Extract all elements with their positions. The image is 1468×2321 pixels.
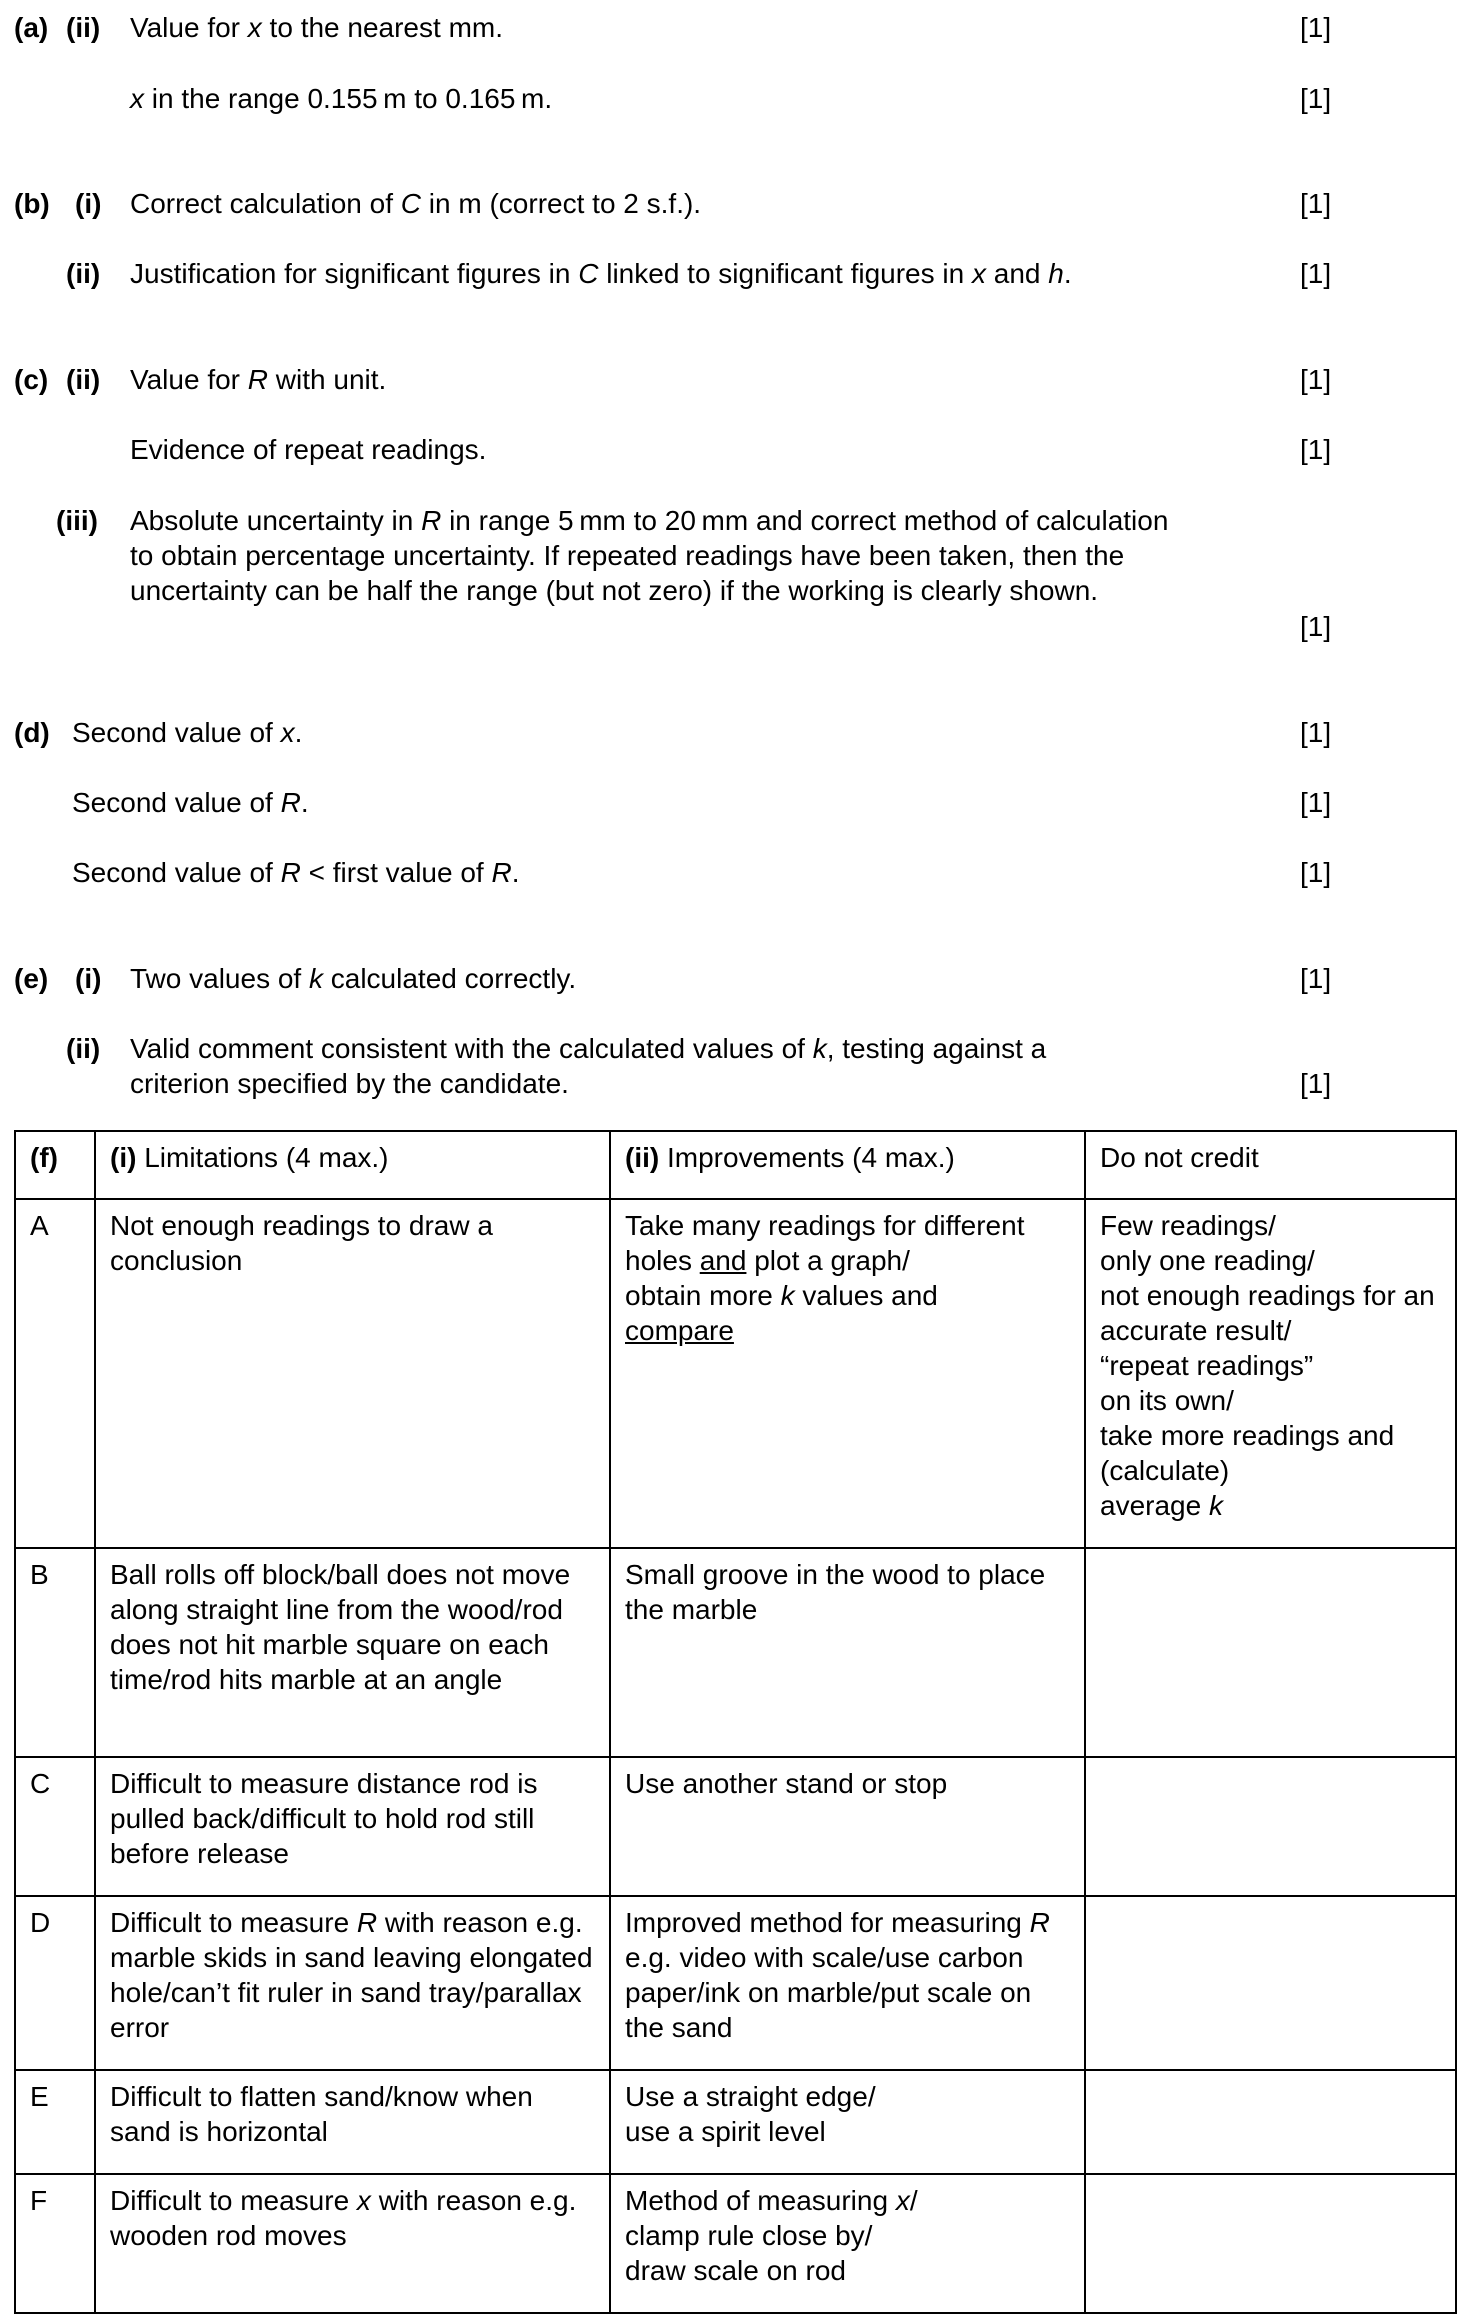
improvement-cell: Improved method for measuring R e.g. video with scale/use carbon paper/ink on marble/put scale on the sand: [610, 1896, 1085, 2070]
label-c-iii: (iii): [56, 505, 98, 536]
row-id: E: [15, 2070, 95, 2174]
d-point-1: Second value of x.: [72, 717, 303, 748]
d-point-2: Second value of R.: [72, 787, 309, 818]
limitation-cell: Not enough readings to draw a conclusion: [95, 1199, 610, 1548]
header-improvements: (ii) Improvements (4 max.): [610, 1131, 1085, 1199]
improvement-cell: Method of measuring x/ clamp rule close by/ draw scale on rod: [610, 2174, 1085, 2313]
header-do-not-credit: Do not credit: [1085, 1131, 1456, 1199]
improvement-cell: Use another stand or stop: [610, 1757, 1085, 1896]
b-i-point: Correct calculation of C in m (correct to 2 s.f.).: [130, 188, 702, 219]
a-ii-point-1: Value for x to the nearest mm.: [130, 12, 503, 43]
do-not-credit-cell: [1085, 1896, 1456, 2070]
row-id: B: [15, 1548, 95, 1757]
header-f: (f): [15, 1131, 95, 1199]
label-a-ii: (ii): [66, 12, 101, 43]
table-row: [15, 2174, 1456, 2313]
row-id: A: [15, 1199, 95, 1548]
row-id: F: [15, 2174, 95, 2313]
limitation-cell: Difficult to measure R with reason e.g. marble skids in sand leaving elongated hole/can’t fit ruler in sand tray/parallax error: [95, 1896, 610, 2070]
label-e-ii: (ii): [66, 1033, 101, 1064]
label-b-i: (i): [75, 188, 102, 219]
do-not-credit-cell: Few readings/ only one reading/ not enough readings for an accurate result/ “repeat readings” on its own/ take more readings and (calculate) average k: [1085, 1199, 1456, 1548]
label-e-i: (i): [75, 963, 102, 994]
improvement-cell: Use a straight edge/ use a spirit level: [610, 2070, 1085, 2174]
improvement-cell: Small groove in the wood to place the marble: [610, 1548, 1085, 1757]
table-header-row: [15, 1131, 1456, 1199]
b-ii-point: Justification for significant figures in C linked to significant figures in x and h.: [130, 258, 1072, 289]
table-row: [15, 2070, 1456, 2174]
e-i-point: Two values of k calculated correctly.: [130, 963, 577, 994]
c-ii-point-1: Value for R with unit.: [130, 364, 387, 395]
mark-b-i: [1]: [1300, 188, 1332, 219]
label-c-ii: (ii): [66, 364, 101, 395]
mark-e-ii: [1]: [1300, 1068, 1332, 1099]
e-ii-point-line-1: Valid comment consistent with the calculated values of k, testing against a: [130, 1033, 1047, 1064]
table-row: [15, 1199, 1456, 1548]
mark-b-ii: [1]: [1300, 258, 1332, 289]
do-not-credit-cell: [1085, 2174, 1456, 2313]
row-id: C: [15, 1757, 95, 1896]
mark-a-ii-2: [1]: [1300, 83, 1332, 114]
limitation-cell: Difficult to measure x with reason e.g. wooden rod moves: [95, 2174, 610, 2313]
label-b: (b): [14, 188, 50, 219]
d-point-3: Second value of R < first value of R.: [72, 857, 520, 888]
c-iii-point: Absolute uncertainty in R in range 5 mm to 20 mm and correct method of calculation to obtain percentage uncertainty. If repeated readings have been taken, then the uncertainty can be half the range (but not zero) if the working is clearly shown.: [130, 505, 1169, 606]
table-row: [15, 1548, 1456, 1757]
do-not-credit-cell: [1085, 1548, 1456, 1757]
a-ii-point-2: x in the range 0.155 m to 0.165 m.: [130, 83, 553, 114]
mark-a-ii-1: [1]: [1300, 12, 1332, 43]
label-d: (d): [14, 717, 50, 748]
mark-d-3: [1]: [1300, 857, 1332, 888]
limitation-cell: Difficult to measure distance rod is pulled back/difficult to hold rod still before release: [95, 1757, 610, 1896]
label-b-ii: (ii): [66, 258, 101, 289]
do-not-credit-cell: [1085, 2070, 1456, 2174]
header-limitations: (i) Limitations (4 max.): [95, 1131, 610, 1199]
table-row: [15, 1896, 1456, 2070]
e-ii-point-line-2: criterion specified by the candidate.: [130, 1068, 569, 1099]
mark-d-2: [1]: [1300, 787, 1332, 818]
label-c: (c): [14, 364, 49, 395]
do-not-credit-cell: [1085, 1757, 1456, 1896]
row-id: D: [15, 1896, 95, 2070]
label-a: (a): [14, 12, 49, 43]
limitation-cell: Difficult to flatten sand/know when sand is horizontal: [95, 2070, 610, 2174]
limitations-table: [14, 1130, 1457, 2314]
mark-c-ii-2: [1]: [1300, 434, 1332, 465]
mark-e-i: [1]: [1300, 963, 1332, 994]
table-row: [15, 1757, 1456, 1896]
mark-c-ii-1: [1]: [1300, 364, 1332, 395]
mark-d-1: [1]: [1300, 717, 1332, 748]
improvement-cell: Take many readings for different holes and plot a graph/ obtain more k values and compare: [610, 1199, 1085, 1548]
mark-c-iii: [1]: [1300, 611, 1332, 642]
label-e: (e): [14, 963, 49, 994]
limitation-cell: Ball rolls off block/ball does not move along straight line from the wood/rod does not hit marble square on each time/rod hits marble at an angle: [95, 1548, 610, 1757]
c-ii-point-2: Evidence of repeat readings.: [130, 434, 487, 465]
